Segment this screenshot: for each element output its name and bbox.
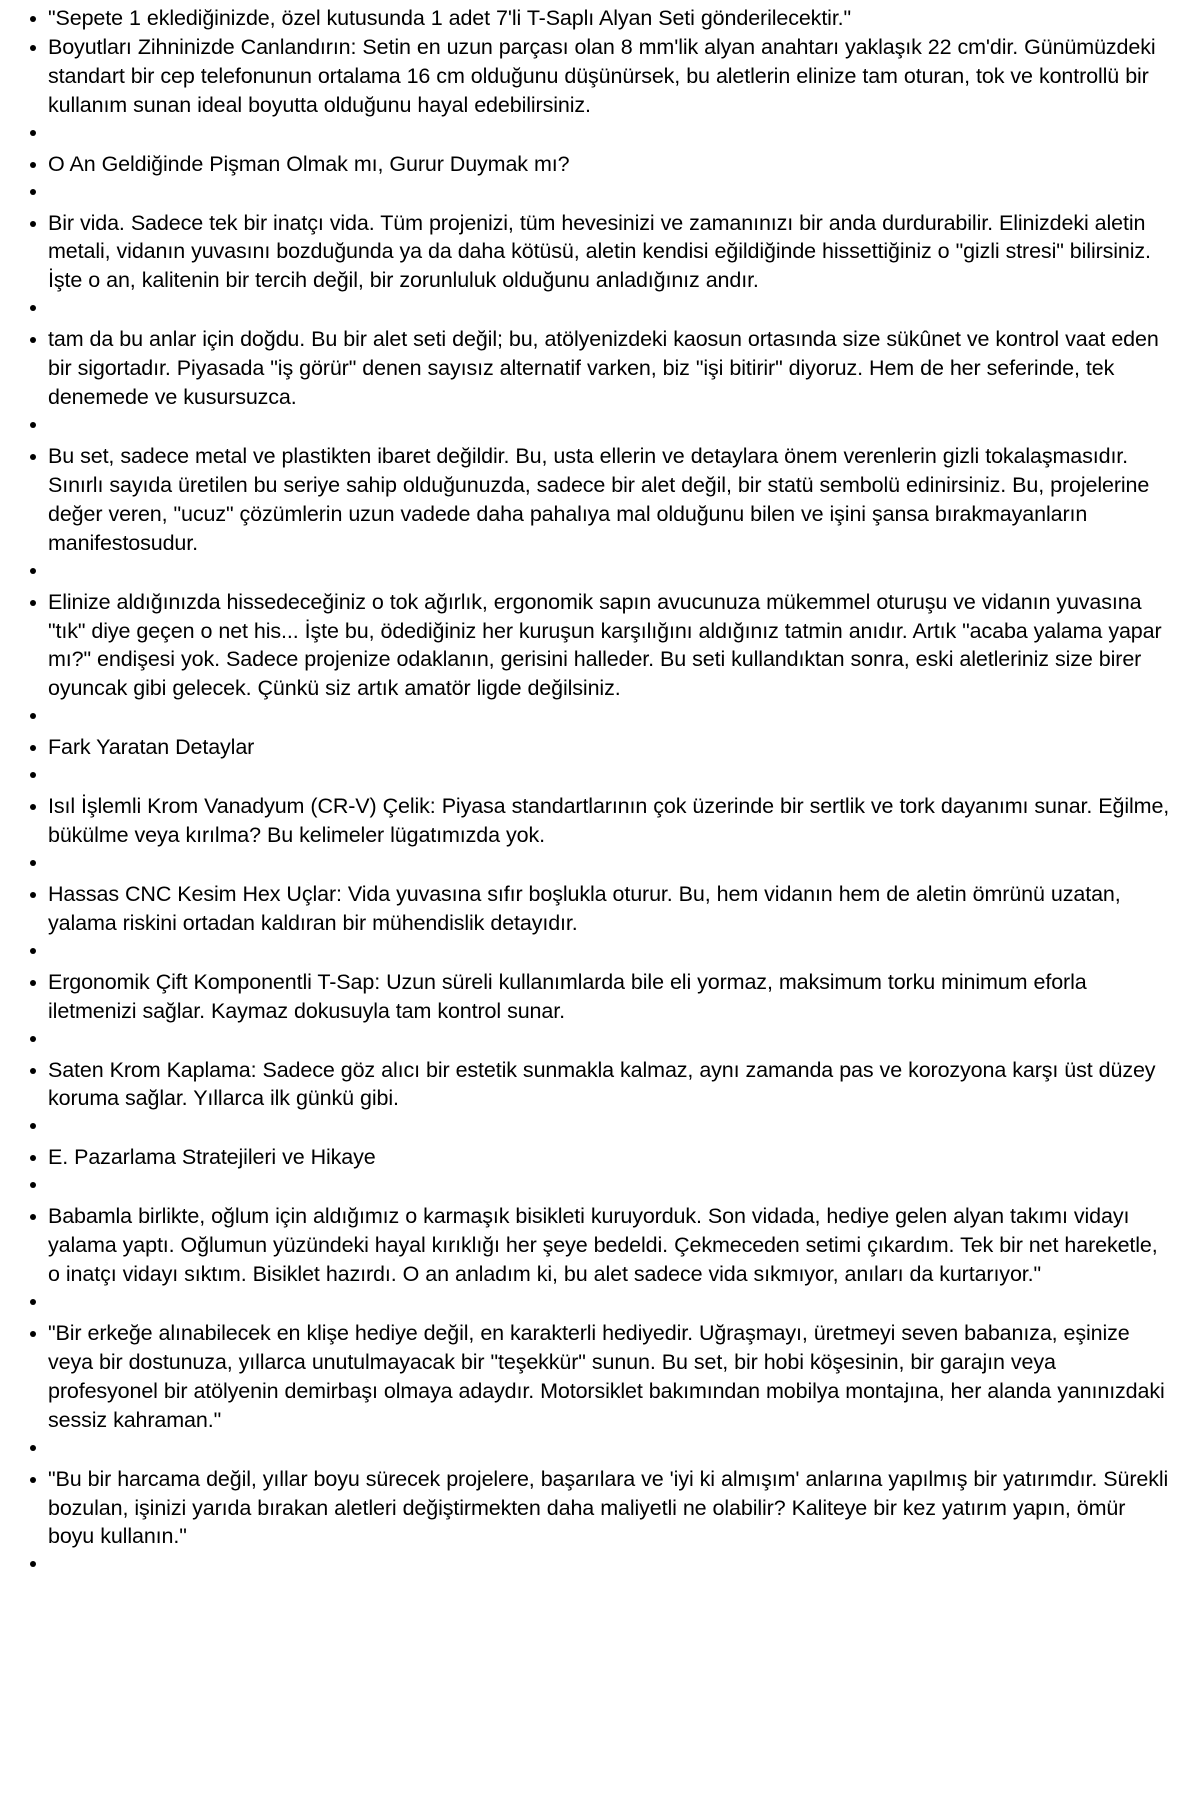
bullet-item [10, 4, 1170, 33]
bullet-spacer [10, 938, 1170, 968]
bullet-text: "Bu bir harcama değil, yıllar boyu sürecek projelere, başarılara ve 'iyi ki almışım' anlarına yapılmış bir yatırımdır. Sürekli bozulan, işinizi yarıda bırakan aletleri değiştirmekten daha maliyetli ne olabilir? Kaliteye bir kez yatırım yapın, ömür boyu kullanın." [48, 1466, 1169, 1549]
bullet-item [10, 1143, 1170, 1172]
bullet-text: Babamla birlikte, oğlum için aldığımız o karmaşık bisikleti kuruyorduk. Son vidada, hediye gelen alyan takımı vidayı yalama yaptı. Oğlumun yüzündeki hayal kırıklığı her şeye bedeldi. Çekmeceden setimi çıkardım. Tek bir net hareketle, o inatçı vidayı sıktım. Bisiklet hazırdı. O an anladım ki, bu alet sadece vida sıkmıyor, anıları da kurtarıyor." [48, 1204, 1158, 1287]
bullet-item [10, 325, 1170, 412]
bullet-spacer [10, 179, 1170, 209]
bullet-item [10, 209, 1170, 296]
bullet-text: Bir vida. Sadece tek bir inatçı vida. Tüm projenizi, tüm hevesinizi ve zamanınızı bir anda durdurabilir. Elinizdeki aletin metali, vidanın yuvasını bozduğunda ya da daha kötüsü, aletin kendisi eğildiğinde hissettiğiniz o "gizli stresi" bilirsiniz. İşte o an, kalitenin bir tercih değil, bir zorunluluk olduğunu anladığınız andır. [48, 210, 1151, 293]
bullet-item [10, 968, 1170, 1026]
bullet-item [10, 588, 1170, 704]
bullet-spacer [10, 412, 1170, 442]
bullet-spacer [10, 1172, 1170, 1202]
bullet-text: Isıl İşlemli Krom Vanadyum (CR-V) Çelik: Piyasa standartlarının çok üzerinde bir sertlik ve tork dayanımı sunar. Eğilme, bükülme veya kırılma? Bu kelimeler lügatımızda yok. [48, 794, 1170, 848]
bullet-spacer [10, 1435, 1170, 1465]
bullet-text: Hassas CNC Kesim Hex Uçlar: Vida yuvasına sıfır boşlukla oturur. Bu, hem vidanın hem de aletin ömrünü uzatan, yalama riskini ortadan kaldıran bir mühendislik detayıdır. [48, 881, 1121, 935]
bullet-item [10, 792, 1170, 850]
bullet-spacer [10, 120, 1170, 150]
bullet-spacer [10, 762, 1170, 792]
bullet-text: Boyutları Zihninizde Canlandırın: Setin en uzun parçası olan 8 mm'lik alyan anahtarı yaklaşık 22 cm'dir. Günümüzdeki standart bir cep telefonunun ortalama 16 cm olduğunu düşünürsek, bu aletlerin elinize tam oturan, tok ve kontrollü bir kullanım sunan ideal boyutta olduğunu hayal edebilirsiniz. [48, 34, 1156, 117]
bullet-text: Bu set, sadece metal ve plastikten ibaret değildir. Bu, usta ellerin ve detaylara önem verenlerin gizli tokalaşmasıdır. Sınırlı sayıda üretilen bu seriye sahip olduğunuzda, sadece bir alet değil, bir statü sembolü edinirsiniz. Bu, projelerine değer veren, "ucuz" çözümlerin uzun vadede daha pahalıya mal olduğunu bilen ve işini şansa bırakmayanların manifestosudur. [48, 443, 1150, 555]
bullet-item [10, 150, 1170, 179]
bullet-item [10, 1465, 1170, 1552]
bullet-spacer [10, 558, 1170, 588]
bullet-spacer [10, 850, 1170, 880]
bullet-text: Ergonomik Çift Komponentli T-Sap: Uzun süreli kullanımlarda bile eli yormaz, maksimum torku minimum eforla iletmenizi sağlar. Kaymaz dokusuyla tam kontrol sunar. [48, 969, 1087, 1023]
bullet-item [10, 880, 1170, 938]
bullet-item [10, 1319, 1170, 1435]
bullet-spacer [10, 1113, 1170, 1143]
bullet-text: E. Pazarlama Stratejileri ve Hikaye [48, 1145, 376, 1170]
bullet-item [10, 1056, 1170, 1114]
bullet-text: O An Geldiğinde Pişman Olmak mı, Gurur Duymak mı? [48, 151, 570, 176]
bullet-text: "Bir erkeğe alınabilecek en klişe hediye değil, en karakterli hediyedir. Uğraşmayı, üretmeyi seven babanıza, eşinize veya bir dostunuza, yıllarca unutulmayacak bir "teşekkür" sunun. Bu set, bir hobi köşesinin, bir garajın veya profesyonel bir atölyenin demirbaşı olmaya adaydır. Motorsiklet bakımından mobilya montajına, her alanda yanınızdaki sessiz kahraman." [48, 1321, 1165, 1432]
bullet-list [10, 4, 1170, 1581]
bullet-item [10, 733, 1170, 762]
bullet-item [10, 1202, 1170, 1289]
bullet-spacer [10, 1289, 1170, 1319]
bullet-spacer [10, 1026, 1170, 1056]
bullet-item [10, 33, 1170, 120]
bullet-text: "Sepete 1 eklediğinizde, özel kutusunda 1 adet 7'li T-Saplı Alyan Seti gönderilecektir." [48, 6, 852, 30]
bullet-text: Elinize aldığınızda hissedeceğiniz o tok ağırlık, ergonomik sapın avucunuza mükemmel oturuşu ve vidanın yuvasına "tık" diye geçen o net his... İşte bu, ödediğiniz her kuruşun karşılığını aldığınız tatmin anıdır. Artık "acaba yalama yapar mı?" endişesi yok. Sadece projenize odaklanın, gerisini halleder. Bu seti kullandıktan sonra, eski aletleriniz size birer oyuncak gibi gelecek. Çünkü siz artık amatör ligde değilsiniz. [48, 589, 1162, 701]
bullet-text: Saten Krom Kaplama: Sadece göz alıcı bir estetik sunmakla kalmaz, aynı zamanda pas ve korozyona karşı üst düzey koruma sağlar. Yıllarca ilk günkü gibi. [48, 1057, 1156, 1111]
bullet-item [10, 442, 1170, 558]
bullet-spacer [10, 295, 1170, 325]
bullet-text: tam da bu anlar için doğdu. Bu bir alet seti değil; bu, atölyenizdeki kaosun ortasında size sükûnet ve kontrol vaat eden bir sigortadır. Piyasada "iş görür" denen sayısız alternatif varken, biz "işi bitirir" diyoruz. Hem de her seferinde, tek denemede ve kusursuzca. [48, 327, 1159, 410]
bullet-spacer [10, 703, 1170, 733]
bullet-spacer [10, 1551, 1170, 1581]
bullet-text: Fark Yaratan Detaylar [48, 735, 255, 760]
